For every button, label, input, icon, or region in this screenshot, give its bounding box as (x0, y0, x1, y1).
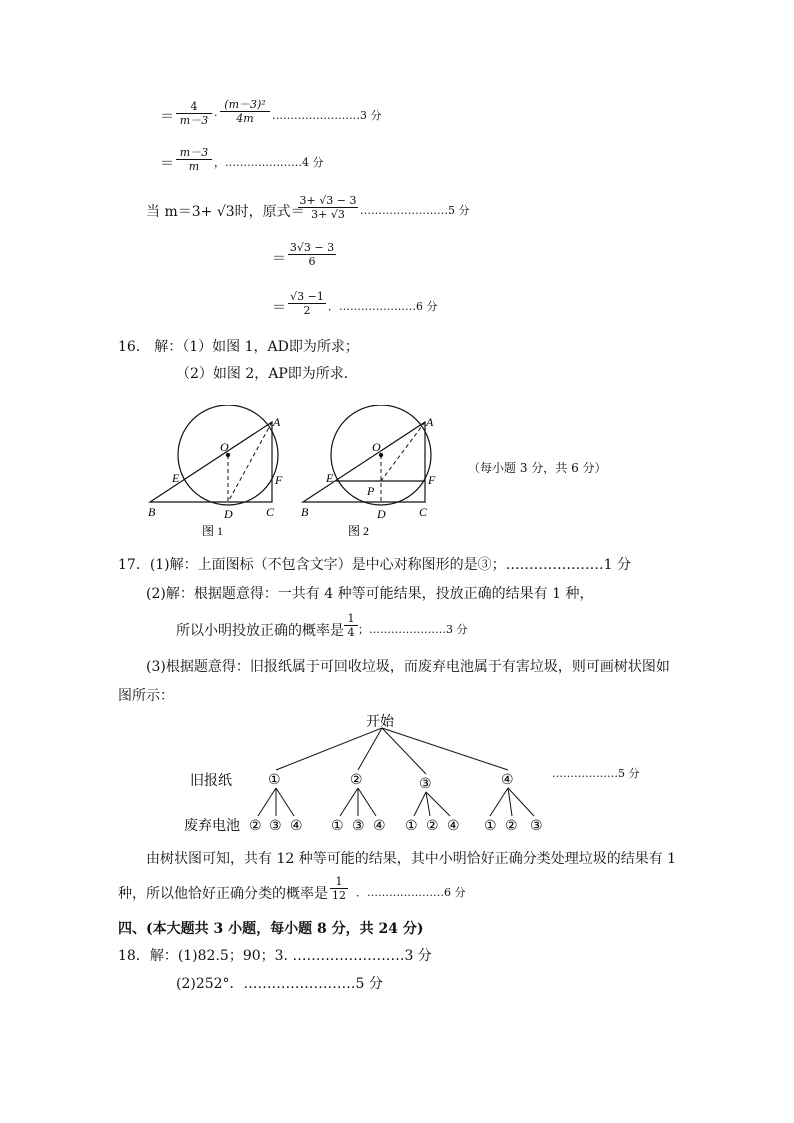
tree-leaf: ① (405, 819, 418, 834)
equals-sign: ＝ (160, 156, 174, 172)
p17-line2: (2)解：根据题意得：一共有 4 种等可能结果，投放正确的结果有 1 种， (146, 586, 594, 602)
geometry-figures (140, 405, 600, 545)
label-p: P (367, 484, 375, 498)
tree-node: ① (268, 773, 281, 788)
tree-leaf: ③ (269, 819, 282, 834)
p16-line1: 16． 解：（1）如图 1，AD即为所求； (118, 339, 359, 355)
tree-leaf: ④ (290, 819, 303, 834)
dashed-ad (228, 422, 272, 502)
caption-fig2: 图 2 (348, 524, 370, 538)
p17-line1: 17．(1)解：上面图标（不包含文字）是中心对称图形的是③；…………………1 分 (118, 557, 632, 573)
label-d: D (377, 507, 386, 521)
p17-line4: (3)根据题意得：旧报纸属于可回收垃圾，而废弃电池属于有害垃圾，则可画树状图如 (146, 659, 670, 675)
tree-row2-label: 废弃电池 (184, 819, 240, 834)
figure-1 (148, 405, 283, 538)
fraction: $\frac{m-3}{m}$ (176, 146, 212, 173)
tree-leaf: ② (426, 819, 439, 834)
p17-line7: 种，所以他恰好正确分类的概率是 (118, 886, 328, 902)
label-b: B (148, 505, 156, 519)
tree-node: ④ (501, 773, 514, 788)
fraction: $\frac{\text{(m－3)²}}{4m}$ (220, 98, 270, 125)
label-a: A (273, 415, 281, 429)
label-a: A (426, 415, 434, 429)
p17-line5: 图所示： (118, 688, 174, 704)
label-d: D (224, 507, 233, 521)
tree-leaf: ③ (530, 819, 543, 834)
equals-sign: ＝ (272, 300, 286, 316)
tree-leaf: ② (249, 819, 262, 834)
p18-line2: (2)252°．……………………5 分 (176, 976, 383, 992)
caption-fig1: 图 1 (202, 524, 224, 538)
dashed-ap (381, 422, 425, 481)
fraction: $\frac{4}{m-3}$ (176, 100, 212, 127)
score-mark: ………………5 分 (552, 767, 640, 780)
p16-score-note: （每小题 3 分，共 6 分） (468, 461, 607, 475)
score-mark: ．…………………6 分 (356, 886, 466, 899)
tree-row1-label: 旧报纸 (190, 774, 232, 789)
tree-leaf: ① (331, 819, 344, 834)
fraction: $\frac{1}{4}$ (344, 612, 358, 639)
tree-node: ③ (419, 777, 432, 792)
fraction: $\frac{3√3 - 3}{6}$ (289, 241, 335, 268)
triangle-abc (303, 422, 425, 502)
tree-leaf: ④ (373, 819, 386, 834)
fraction: $\frac{√3 -1}{2}$ (288, 290, 326, 317)
fraction: $\frac{3+ √3 - 3}{3+ √3}$ (299, 194, 357, 221)
tree-node: ② (350, 773, 363, 788)
equals-sign: ＝ (272, 251, 286, 267)
label-c: C (266, 505, 275, 519)
multiply-dot: · (214, 109, 218, 122)
figure-2 (301, 405, 436, 538)
tree-leaf: ① (484, 819, 497, 834)
score-mark: ．…………………6 分 (328, 300, 438, 313)
score-mark: ，…………………4 分 (214, 156, 324, 169)
p16-line2: （2）如图 2，AP即为所求． (176, 366, 358, 382)
score-mark: ；…………………3 分 (358, 623, 468, 636)
label-f: F (428, 473, 436, 487)
label-e: E (326, 471, 334, 485)
tree-start: 开始 (366, 715, 394, 730)
label-o: O (372, 440, 381, 454)
tree-leaf: ② (505, 819, 518, 834)
fraction: $\frac{1}{12}$ (332, 875, 346, 902)
score-mark: ……………………5 分 (360, 204, 470, 217)
score-mark: ……………………3 分 (272, 109, 382, 122)
tree-leaf: ③ (352, 819, 365, 834)
label-e: E (172, 471, 180, 485)
label-c: C (419, 505, 428, 519)
p18-line1: 18．解：(1)82.5；90；3. ……………………3 分 (118, 948, 432, 964)
p17-line3: 所以小明投放正确的概率是 (176, 623, 344, 639)
triangle-abc (150, 422, 272, 502)
tree-leaf: ④ (447, 819, 460, 834)
condition-text: 当 m＝3+ √3时，原式＝ (146, 204, 305, 220)
tree-edges (258, 728, 534, 816)
section4-heading: 四、(本大题共 3 小题，每小题 8 分，共 24 分) (118, 921, 424, 937)
equals-sign: ＝ (160, 109, 174, 125)
p17-line6: 由树状图可知，共有 12 种等可能的结果，其中小明恰好正确分类处理垃圾的结果有 1 (146, 851, 677, 867)
label-o: O (220, 440, 229, 454)
label-b: B (301, 505, 309, 519)
label-f: F (275, 473, 283, 487)
